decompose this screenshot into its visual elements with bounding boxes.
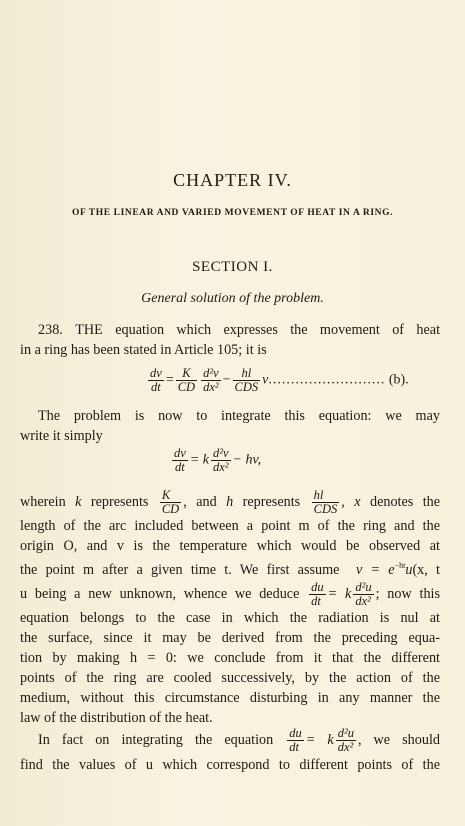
text-line: points of the ring are cooled successively, by the action of the [20,670,440,687]
text-line: tion by making h = 0: we conclude from it that the different [20,650,440,667]
text-line: The problem is now to integrate this equation: we may [38,408,440,424]
text-line: u being a new unknown, whence we deduce $\frac{du}{dt}$ = k $\frac{\text{d²u}}{\text{dx²}}$ ; now this [20,580,441,609]
equation-b: $\frac{dv}{dt}$ = $\frac{K}{CD}$ $\frac{\text{d²v}}{\text{dx²}}$ − $\frac{hl}{\text{CDS}}$ v.......................... (b). [150,366,409,394]
text-line: 238. THE equation which expresses the movement of heat [38,322,441,338]
paragraph-wherein [20,489,440,728]
text-line: length of the arc included between a point m of the ring and the [20,518,440,535]
text-line: the surface, since it may be derived from the preceding equa- [20,630,440,647]
text-line: the point m after a given time t. We first assume $v = e^{-ht}u(x$, t [20,561,440,579]
text-line: law of the distribution of the heat. [20,710,213,727]
section-heading: SECTION I. [192,259,273,275]
text-line: equation belongs to the case in which the radiation is nul at [20,610,440,627]
text-line: origin O, and v is the temperature which would be observed at [20,538,440,555]
paragraph-in-fact [20,725,440,775]
paragraph-238 [20,320,440,360]
text-line: in a ring has been stated in Article 105; it is [20,342,267,358]
section-title: General solution of the problem. [141,291,324,306]
text-line: medium, without this circumstance disturbing in any manner the [20,690,440,707]
chapter-heading: CHAPTER IV. [173,170,292,190]
text-line: wherein k represents $\frac{K}{CD}$ , and h represents $\frac{hl}{\text{CDS}}$ , x denotes the [20,488,441,517]
equation-simple: $\frac{dv}{dt}$ = k $\frac{\text{d²v}}{\text{dx²}}$ − hv, [174,446,262,474]
paragraph-integrate [20,406,440,446]
text-line: find the values of u which correspond to different points of the [20,757,440,773]
text-line: In fact on integrating the equation $\frac{du}{dt}$ = k $\frac{\text{d²u}}{\text{dx²}}$ , we should [38,726,440,755]
chapter-subtitle: OF THE LINEAR AND VARIED MOVEMENT OF HEAT IN A RING. [71,208,394,218]
text-line: write it simply [20,428,103,444]
